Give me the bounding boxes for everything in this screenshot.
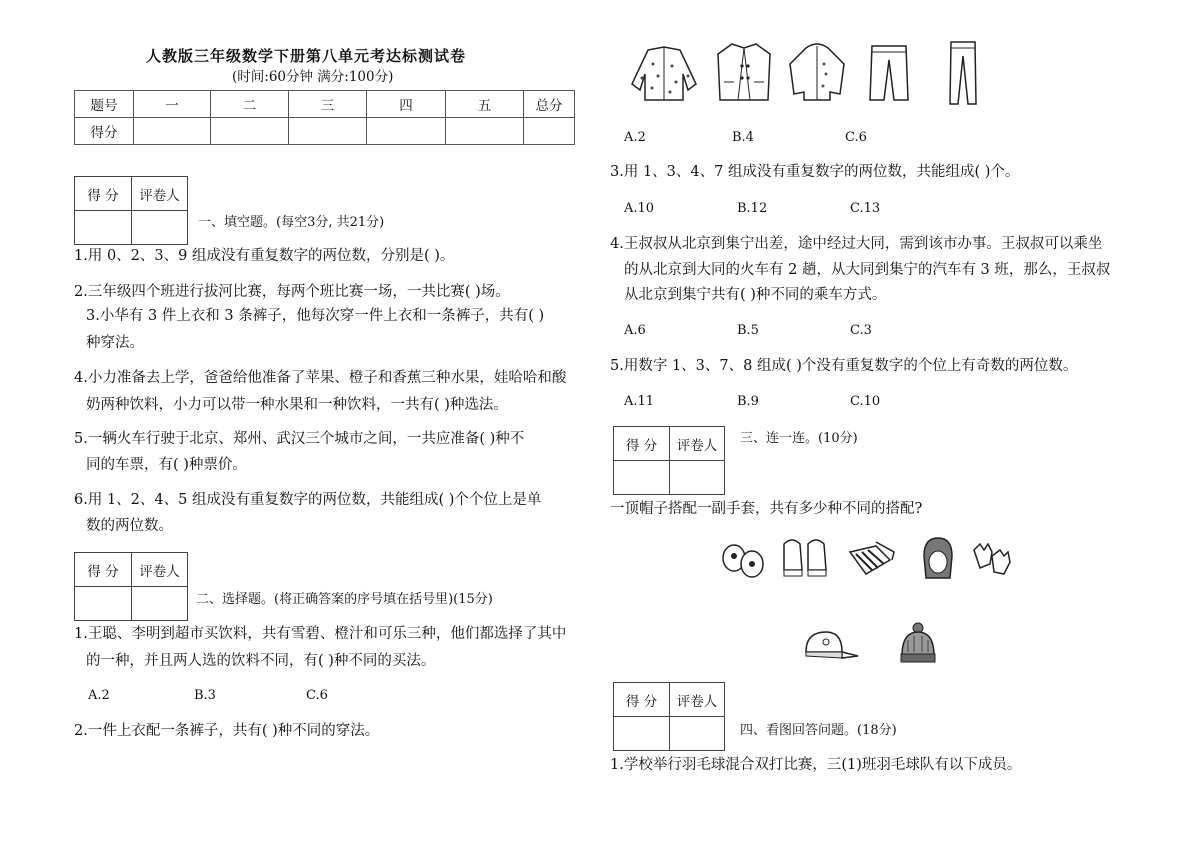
question-text: 2.一件上衣配一条裤子，共有( )种不同的穿法。 bbox=[74, 723, 380, 739]
score-table-header: 四 bbox=[367, 91, 446, 118]
knit-hat-icon bbox=[898, 622, 938, 664]
pants-image bbox=[868, 42, 910, 102]
option-c: C.3 bbox=[850, 323, 872, 338]
section-heading: 一、填空题。(每空3分, 共21分) bbox=[198, 215, 385, 230]
question-text: 奶两种饮料，小力可以带一种水果和一种饮料，一共有( )种选法。 bbox=[86, 397, 508, 413]
question-text: 4.王叔叔从北京到集宁出差，途中经过大同，需到该市办事。王叔叔可以乘坐 bbox=[610, 236, 1103, 252]
question-text: 5.一辆火车行驶于北京、郑州、武汉三个城市之间，一共应准备( )种不 bbox=[74, 431, 525, 447]
score-table-header: 五 bbox=[446, 91, 524, 118]
grader-box-cell[interactable] bbox=[614, 717, 670, 751]
score-cell[interactable] bbox=[134, 118, 211, 145]
question-text: 6.用 1、2、4、5 组成没有重复数字的两位数，共能组成( )个个位上是单 bbox=[74, 492, 542, 508]
gloves-icon bbox=[970, 540, 1014, 578]
grader-box bbox=[74, 176, 188, 245]
score-table-header: 总分 bbox=[524, 91, 575, 118]
grader-box-grader-label: 评卷人 bbox=[132, 177, 188, 211]
score-table-label: 得分 bbox=[75, 118, 134, 145]
question-text: 同的车票，有( )种票价。 bbox=[86, 457, 247, 473]
score-table-header: 题号 bbox=[75, 91, 134, 118]
grader-box-cell[interactable] bbox=[75, 211, 132, 245]
grader-box-score-label: 得 分 bbox=[75, 177, 132, 211]
question-text: 5.用数字 1、3、7、8 组成( )个没有重复数字的个位上有奇数的两位数。 bbox=[610, 358, 1078, 374]
question-text: 一顶帽子搭配一副手套，共有多少种不同的搭配? bbox=[610, 501, 923, 517]
grader-box-score-label: 得 分 bbox=[614, 683, 670, 717]
page-title: 人教版三年级数学下册第八单元考达标测试卷 bbox=[146, 47, 467, 65]
question-text: 4.小力准备去上学，爸爸给他准备了苹果、橙子和香蕉三种水果，娃哈哈和酸 bbox=[74, 370, 567, 386]
trousers-image bbox=[946, 40, 980, 106]
grader-box-grader-label: 评卷人 bbox=[132, 553, 188, 587]
option-b: B.5 bbox=[737, 323, 759, 338]
grader-box-cell[interactable] bbox=[75, 587, 132, 621]
option-c: C.6 bbox=[845, 130, 867, 145]
option-b: B.4 bbox=[732, 130, 754, 145]
grader-box-grader-label: 评卷人 bbox=[670, 427, 725, 461]
grader-box-cell[interactable] bbox=[132, 211, 188, 245]
grader-box-cell[interactable] bbox=[670, 717, 725, 751]
grader-box bbox=[613, 682, 725, 751]
option-c: C.13 bbox=[850, 201, 881, 216]
question-text: 1.用 0、2、3、9 组成没有重复数字的两位数，分别是( )。 bbox=[74, 248, 455, 264]
grader-box-score-label: 得 分 bbox=[75, 553, 132, 587]
question-text: 从北京到集宁共有( )种不同的乘车方式。 bbox=[624, 287, 887, 303]
option-a: A.6 bbox=[624, 323, 646, 338]
score-cell[interactable] bbox=[367, 118, 446, 145]
question-text: 2.三年级四个班进行拔河比赛，每两个班比赛一场，一共比赛( )场。 bbox=[74, 284, 510, 300]
striped-gloves-icon bbox=[846, 538, 898, 580]
grader-box-cell[interactable] bbox=[614, 461, 670, 495]
coat-image bbox=[714, 40, 774, 102]
option-c: C.6 bbox=[306, 688, 328, 703]
option-a: A.11 bbox=[624, 394, 655, 409]
hooded-jacket-image bbox=[786, 42, 848, 102]
baseball-cap-icon bbox=[802, 628, 860, 664]
question-text: 数的两位数。 bbox=[86, 518, 173, 534]
page-subtitle: (时间:60分钟 满分:100分) bbox=[232, 69, 394, 85]
option-b: B.12 bbox=[737, 201, 768, 216]
grader-box-cell[interactable] bbox=[132, 587, 188, 621]
score-table bbox=[74, 90, 575, 145]
score-table-header: 三 bbox=[289, 91, 367, 118]
score-table-header: 二 bbox=[211, 91, 289, 118]
jacket-image bbox=[628, 44, 700, 102]
hood-hat-icon bbox=[918, 536, 956, 582]
grader-box-cell[interactable] bbox=[670, 461, 725, 495]
option-c: C.10 bbox=[850, 394, 881, 409]
grader-box-grader-label: 评卷人 bbox=[670, 683, 725, 717]
score-cell[interactable] bbox=[211, 118, 289, 145]
question-text: 3.用 1、3、4、7 组成没有重复数字的两位数，共能组成( )个。 bbox=[610, 164, 1020, 180]
score-cell[interactable] bbox=[446, 118, 524, 145]
mitten-pair-2-icon bbox=[778, 536, 832, 580]
option-b: B.3 bbox=[194, 688, 216, 703]
option-a: A.2 bbox=[88, 688, 110, 703]
score-cell[interactable] bbox=[289, 118, 367, 145]
question-text: 3.小华有 3 件上衣和 3 条裤子，他每次穿一件上衣和一条裤子，共有( ) bbox=[86, 308, 545, 324]
section-heading: 四、看图回答问题。(18分) bbox=[740, 723, 897, 738]
section-heading: 二、选择题。(将正确答案的序号填在括号里)(15分) bbox=[196, 592, 493, 607]
question-text: 1.学校举行羽毛球混合双打比赛，三(1)班羽毛球队有以下成员。 bbox=[610, 757, 1022, 773]
score-cell[interactable] bbox=[524, 118, 575, 145]
score-table-header: 一 bbox=[134, 91, 211, 118]
question-text: 种穿法。 bbox=[86, 335, 144, 351]
grader-box bbox=[74, 552, 188, 621]
question-text: 的一种，并且两人选的饮料不同，有( )种不同的买法。 bbox=[86, 653, 436, 669]
question-text: 1.王聪、李明到超市买饮料，共有雪碧、橙汁和可乐三种，他们都选择了其中 bbox=[74, 626, 567, 642]
option-a: A.10 bbox=[624, 201, 655, 216]
grader-box-score-label: 得 分 bbox=[614, 427, 670, 461]
option-a: A.2 bbox=[624, 130, 646, 145]
section-heading: 三、连一连。(10分) bbox=[740, 431, 858, 446]
mitten-pair-1-icon bbox=[720, 540, 766, 580]
option-b: B.9 bbox=[737, 394, 759, 409]
grader-box bbox=[613, 426, 725, 495]
question-text: 的从北京到大同的火车有 2 趟，从大同到集宁的汽车有 3 班，那么，王叔叔 bbox=[624, 262, 1111, 278]
